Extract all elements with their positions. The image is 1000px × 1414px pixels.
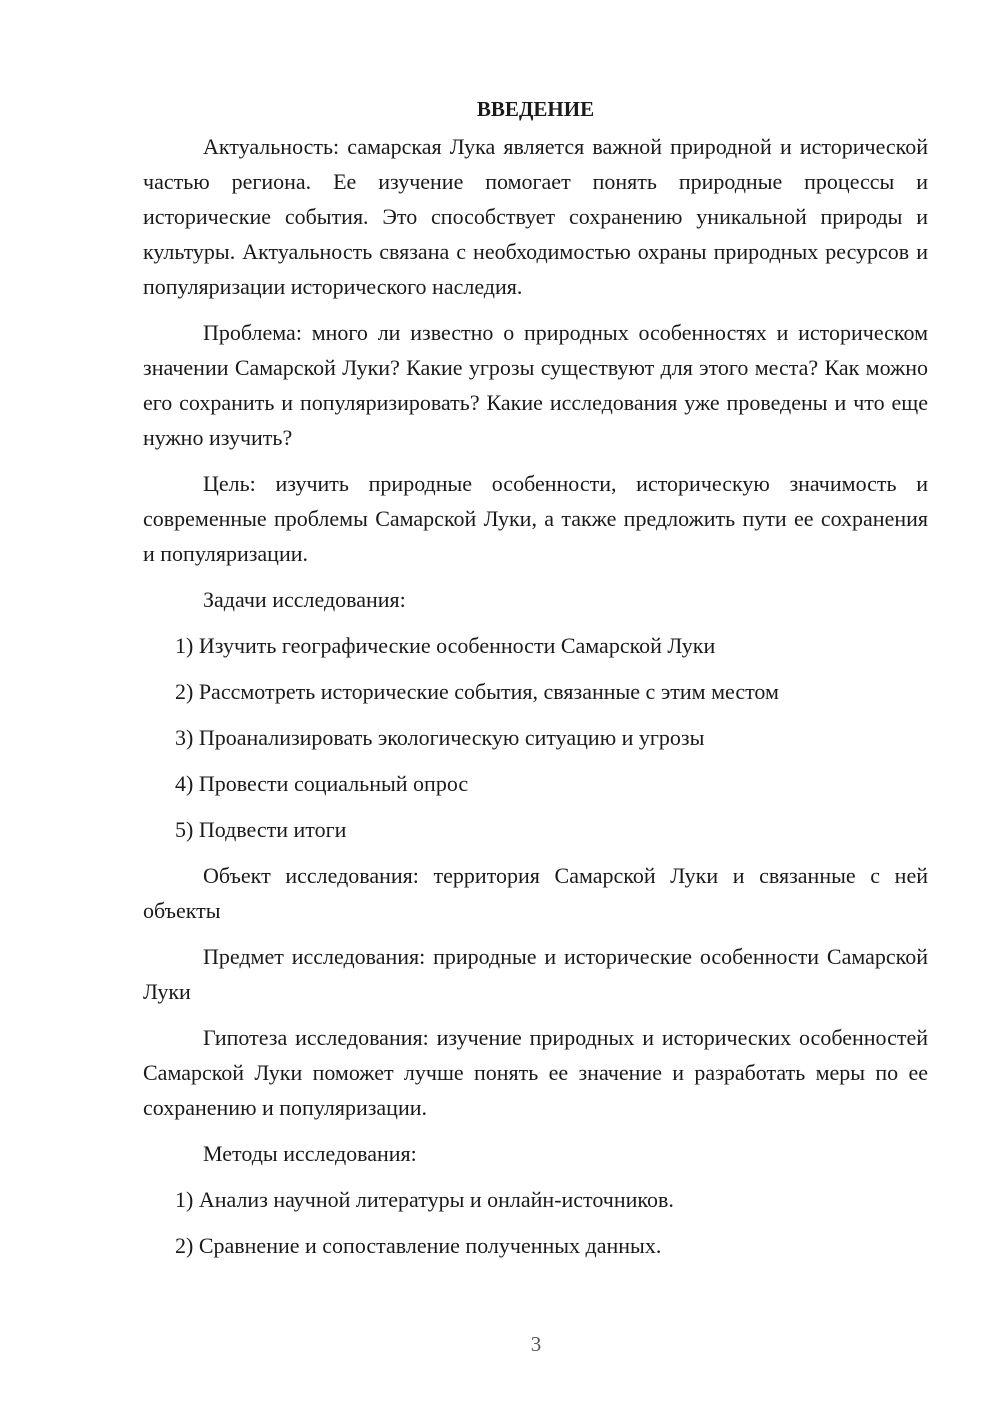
page-number: 3	[530, 1332, 542, 1356]
paragraph-subject: Предмет исследования: природные и исторические особенности Самарской Луки	[143, 944, 928, 1004]
tasks-list	[143, 628, 928, 847]
paragraph-hypothesis: Гипотеза исследования: изучение природных и исторических особенностей Самарской Луки поможет лучше понять ее значение и разработать меры по ее сохранению и популяризации.	[143, 1025, 928, 1120]
tasks-label: Задачи исследования:	[203, 587, 406, 612]
list-item: 1) Анализ научной литературы и онлайн-источников.	[175, 1187, 674, 1212]
list-item: 2) Сравнение и сопоставление полученных данных.	[175, 1233, 662, 1258]
list-item: 2) Рассмотреть исторические события, связанные с этим местом	[175, 679, 779, 704]
methods-list	[143, 1182, 928, 1263]
list-item: 3) Проанализировать экологическую ситуацию и угрозы	[175, 725, 705, 750]
paragraph-goal: Цель: изучить природные особенности, историческую значимость и современные проблемы Самарской Луки, а также предложить пути ее сохранения и популяризации.	[143, 471, 928, 566]
section-title: ВВЕДЕНИЕ	[476, 97, 595, 121]
paragraph-relevance: Актуальность: самарская Лука является важной природной и исторической частью региона. Ее изучение помогает понять природные процессы и исторические события. Это способствует сохранению уникальной природы и культуры. Актуальность связана с необходимостью охраны природных ресурсов и популяризации исторического наследия.	[143, 134, 928, 299]
list-item: 1) Изучить географические особенности Самарской Луки	[175, 633, 716, 658]
list-item: 4) Провести социальный опрос	[175, 771, 469, 796]
list-item: 5) Подвести итоги	[175, 817, 347, 842]
document-page	[143, 92, 928, 1274]
paragraph-problem: Проблема: много ли известно о природных особенностях и историческом значении Самарской Луки? Какие угрозы существуют для этого места? Как можно его сохранить и популяризировать? Какие исследования уже проведены и что еще нужно изучить?	[143, 320, 928, 450]
paragraph-object: Объект исследования: территория Самарской Луки и связанные с ней объекты	[143, 863, 928, 923]
methods-label: Методы исследования:	[203, 1141, 417, 1166]
